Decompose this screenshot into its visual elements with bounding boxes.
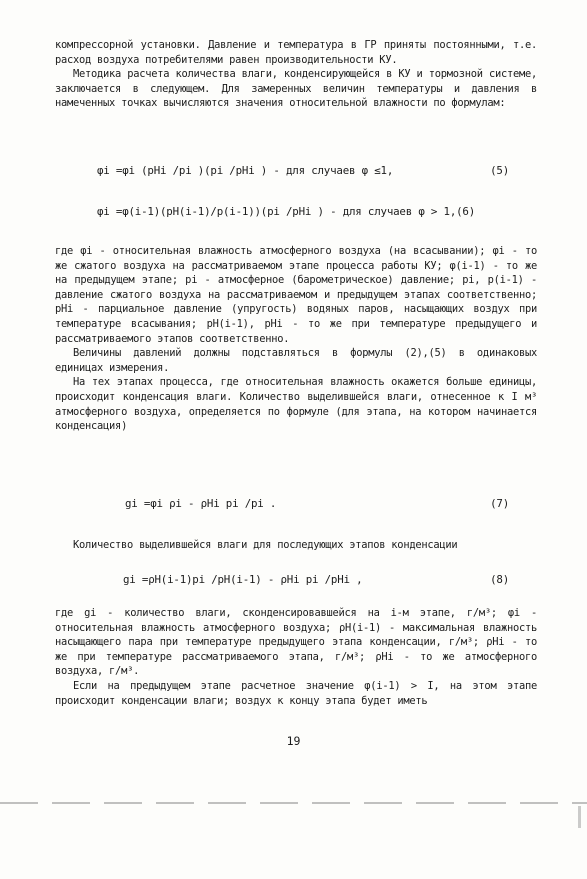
paragraph-5: На тех этапах процесса, где относительная влажность окажется больше единицы, происходит конденсация влаги. Количество выделившейся влаги, отнесенное к I м³ атмосферного воздуха, определяется по формуле (для этапа, на котором начинается конденсация) bbox=[55, 376, 537, 433]
formula-8 bbox=[55, 573, 537, 589]
formula-6-expression: φi =φ(i-1)(pH(i-1)/p(i-1))(pi /pHi ) - для случаев φ > 1,(6) bbox=[97, 205, 476, 218]
paragraph-intro bbox=[55, 38, 537, 111]
formula-7-number: (7) bbox=[490, 497, 509, 510]
paragraph-7: где gi - количество влаги, сконденсировавшейся на i-м этапе, г/м³; φi - относительная влажность атмосферного воздуха; ρH(i-1) - максимальная влажность насыщающего пара при температуре предыдущего этапа конденсации, г/м³; ρHi - то же при температуре рассматриваемого этапа, г/м³; ρHi - то же атмосферного воздуха, г/м³. bbox=[55, 607, 537, 678]
paragraph-block-subsequent bbox=[55, 538, 537, 553]
scan-edge-mark bbox=[578, 806, 581, 828]
paragraph-block-notation bbox=[55, 606, 537, 708]
formula-5-expression: φi =φi (pHi /pi )(pi /pHi ) - для случаев φ ≤1, bbox=[97, 164, 394, 177]
formula-5-number: (5) bbox=[490, 164, 509, 177]
paragraph-2: Методика расчета количества влаги, конденсирующейся в КУ и тормозной системе, заключается в следующем. Для замеренных величин температуры и давления в намеченных точках вычисляются значения относительной влажности по формулам: bbox=[55, 68, 537, 110]
page-number: 19 bbox=[286, 734, 301, 748]
formula-7 bbox=[55, 497, 537, 513]
paragraph-8: Если на предыдущем этапе расчетное значение φ(i-1) > I, на этом этапе происходит конденсации влаги; воздух к концу этапа будет иметь bbox=[55, 679, 537, 707]
formula-7-expression: gi =φi ρi - ρHi pi /pi . bbox=[125, 497, 277, 510]
scan-edge-line bbox=[0, 802, 587, 804]
paragraph-block-definitions bbox=[55, 244, 537, 434]
paragraph-3: где φi - относительная влажность атмосферного воздуха (на всасывании); φi - то же сжатого воздуха на рассматриваемом этапе процесса работы КУ; φ(i-1) - то же на предыдущем этапе; pi - атмосферное (барометрическое) давление; pi, p(i-1) - давление сжатого воздуха на рассматриваемом и предыдущем этапах соответственно; pHi - парциальное давление (упругость) водяных паров, насыщающих воздух при температуре всасывания; pH(i-1), pHi - то же при температуре предыдущего и рассматриваемого этапов соответственно. bbox=[55, 245, 537, 345]
formula-8-number: (8) bbox=[490, 573, 509, 586]
paragraph-4: Величины давлений должны подставляться в формулы (2),(5) в одинаковых единицах измерения. bbox=[55, 347, 537, 374]
formula-5 bbox=[55, 164, 537, 180]
formula-8-expression: gi =ρH(i-1)pi /pH(i-1) - ρHi pi /pHi , bbox=[123, 573, 363, 586]
formula-6 bbox=[55, 205, 537, 221]
paragraph-1: компрессорной установки. Давление и температура в ГР приняты постоянными, т.е. расход воздуха потребителями равен производительности КУ. bbox=[55, 39, 537, 66]
paragraph-6: Количество выделившейся влаги для последующих этапов конденсации bbox=[73, 539, 458, 551]
